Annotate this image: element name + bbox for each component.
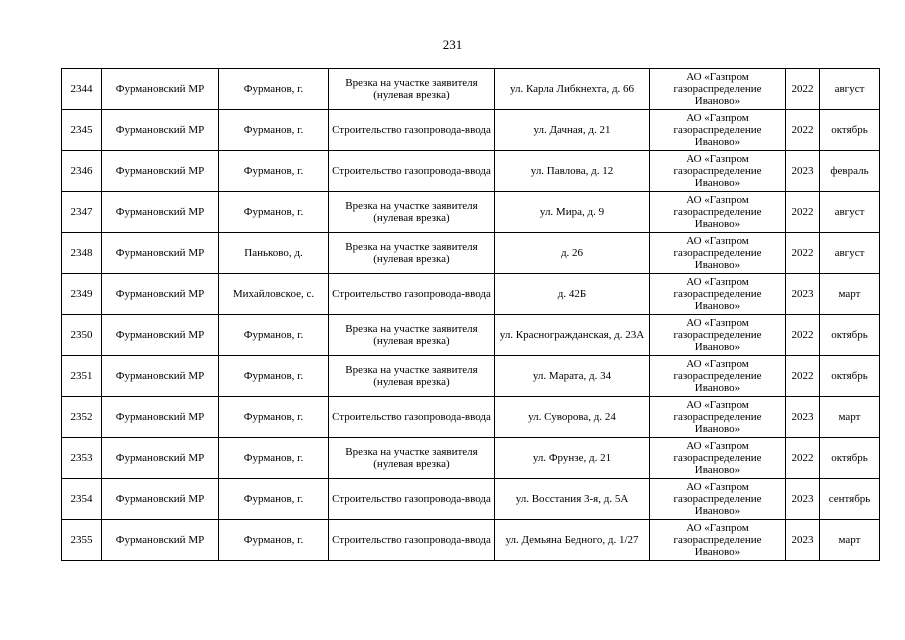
cell-locality: Фурманов, г. xyxy=(219,438,329,479)
cell-row-number: 2350 xyxy=(62,315,102,356)
table-row xyxy=(62,192,880,233)
cell-row-number: 2355 xyxy=(62,520,102,561)
cell-locality: Фурманов, г. xyxy=(219,479,329,520)
cell-address: ул. Фрунзе, д. 21 xyxy=(495,438,650,479)
cell-organization: АО «Газпром газораспределение Иваново» xyxy=(650,233,786,274)
cell-address: ул. Суворова, д. 24 xyxy=(495,397,650,438)
cell-year: 2022 xyxy=(786,233,820,274)
table-row xyxy=(62,151,880,192)
cell-district: Фурмановский МР xyxy=(102,192,219,233)
cell-locality: Фурманов, г. xyxy=(219,151,329,192)
cell-address: ул. Восстания 3-я, д. 5А xyxy=(495,479,650,520)
cell-row-number: 2349 xyxy=(62,274,102,315)
page-number: 231 xyxy=(442,37,463,52)
cell-address: ул. Павлова, д. 12 xyxy=(495,151,650,192)
cell-organization: АО «Газпром газораспределение Иваново» xyxy=(650,520,786,561)
cell-work-type: Строительство газопровода-ввода xyxy=(329,397,495,438)
cell-month: август xyxy=(820,233,880,274)
cell-organization: АО «Газпром газораспределение Иваново» xyxy=(650,315,786,356)
cell-work-type: Строительство газопровода-ввода xyxy=(329,479,495,520)
cell-district: Фурмановский МР xyxy=(102,520,219,561)
cell-district: Фурмановский МР xyxy=(102,274,219,315)
table-row xyxy=(62,69,880,110)
cell-organization: АО «Газпром газораспределение Иваново» xyxy=(650,69,786,110)
cell-district: Фурмановский МР xyxy=(102,438,219,479)
cell-locality: Михайловское, с. xyxy=(219,274,329,315)
cell-month: октябрь xyxy=(820,110,880,151)
table-row xyxy=(62,479,880,520)
cell-year: 2022 xyxy=(786,69,820,110)
cell-row-number: 2344 xyxy=(62,69,102,110)
cell-work-type: Врезка на участке заявителя (нулевая врезка) xyxy=(329,233,495,274)
cell-month: октябрь xyxy=(820,356,880,397)
cell-work-type: Врезка на участке заявителя (нулевая врезка) xyxy=(329,438,495,479)
cell-month: август xyxy=(820,69,880,110)
cell-row-number: 2353 xyxy=(62,438,102,479)
cell-address: ул. Красногражданская, д. 23А xyxy=(495,315,650,356)
cell-year: 2022 xyxy=(786,192,820,233)
cell-address: ул. Марата, д. 34 xyxy=(495,356,650,397)
cell-address: д. 26 xyxy=(495,233,650,274)
cell-organization: АО «Газпром газораспределение Иваново» xyxy=(650,274,786,315)
cell-year: 2023 xyxy=(786,397,820,438)
cell-organization: АО «Газпром газораспределение Иваново» xyxy=(650,356,786,397)
cell-year: 2023 xyxy=(786,520,820,561)
cell-row-number: 2351 xyxy=(62,356,102,397)
cell-district: Фурмановский МР xyxy=(102,315,219,356)
cell-year: 2022 xyxy=(786,110,820,151)
cell-row-number: 2354 xyxy=(62,479,102,520)
cell-locality: Фурманов, г. xyxy=(219,315,329,356)
cell-row-number: 2348 xyxy=(62,233,102,274)
cell-year: 2022 xyxy=(786,438,820,479)
table-body xyxy=(62,69,880,561)
cell-work-type: Врезка на участке заявителя (нулевая врезка) xyxy=(329,356,495,397)
cell-year: 2022 xyxy=(786,315,820,356)
cell-month: август xyxy=(820,192,880,233)
cell-address: ул. Мира, д. 9 xyxy=(495,192,650,233)
cell-month: март xyxy=(820,274,880,315)
cell-district: Фурмановский МР xyxy=(102,110,219,151)
gasification-table xyxy=(61,68,880,561)
cell-organization: АО «Газпром газораспределение Иваново» xyxy=(650,438,786,479)
cell-address: д. 42Б xyxy=(495,274,650,315)
cell-month: февраль xyxy=(820,151,880,192)
cell-work-type: Врезка на участке заявителя (нулевая врезка) xyxy=(329,192,495,233)
table-row xyxy=(62,233,880,274)
cell-row-number: 2352 xyxy=(62,397,102,438)
cell-row-number: 2347 xyxy=(62,192,102,233)
cell-organization: АО «Газпром газораспределение Иваново» xyxy=(650,151,786,192)
cell-year: 2023 xyxy=(786,274,820,315)
cell-month: октябрь xyxy=(820,315,880,356)
cell-organization: АО «Газпром газораспределение Иваново» xyxy=(650,192,786,233)
table-row xyxy=(62,520,880,561)
cell-month: сентябрь xyxy=(820,479,880,520)
cell-work-type: Врезка на участке заявителя (нулевая врезка) xyxy=(329,69,495,110)
cell-district: Фурмановский МР xyxy=(102,233,219,274)
cell-work-type: Строительство газопровода-ввода xyxy=(329,520,495,561)
cell-locality: Фурманов, г. xyxy=(219,397,329,438)
cell-work-type: Врезка на участке заявителя (нулевая врезка) xyxy=(329,315,495,356)
table-row xyxy=(62,110,880,151)
cell-locality: Фурманов, г. xyxy=(219,356,329,397)
cell-locality: Фурманов, г. xyxy=(219,69,329,110)
table-row xyxy=(62,397,880,438)
cell-work-type: Строительство газопровода-ввода xyxy=(329,274,495,315)
cell-district: Фурмановский МР xyxy=(102,397,219,438)
cell-work-type: Строительство газопровода-ввода xyxy=(329,151,495,192)
cell-row-number: 2346 xyxy=(62,151,102,192)
cell-row-number: 2345 xyxy=(62,110,102,151)
cell-work-type: Строительство газопровода-ввода xyxy=(329,110,495,151)
cell-district: Фурмановский МР xyxy=(102,479,219,520)
cell-month: октябрь xyxy=(820,438,880,479)
cell-district: Фурмановский МР xyxy=(102,356,219,397)
cell-locality: Фурманов, г. xyxy=(219,520,329,561)
cell-year: 2023 xyxy=(786,151,820,192)
cell-organization: АО «Газпром газораспределение Иваново» xyxy=(650,479,786,520)
cell-year: 2022 xyxy=(786,356,820,397)
cell-district: Фурмановский МР xyxy=(102,69,219,110)
cell-locality: Паньково, д. xyxy=(219,233,329,274)
table-row xyxy=(62,315,880,356)
cell-month: март xyxy=(820,520,880,561)
cell-locality: Фурманов, г. xyxy=(219,192,329,233)
cell-month: март xyxy=(820,397,880,438)
cell-year: 2023 xyxy=(786,479,820,520)
table-row xyxy=(62,438,880,479)
cell-organization: АО «Газпром газораспределение Иваново» xyxy=(650,110,786,151)
table-row xyxy=(62,274,880,315)
cell-locality: Фурманов, г. xyxy=(219,110,329,151)
cell-district: Фурмановский МР xyxy=(102,151,219,192)
table-row xyxy=(62,356,880,397)
cell-address: ул. Дачная, д. 21 xyxy=(495,110,650,151)
cell-organization: АО «Газпром газораспределение Иваново» xyxy=(650,397,786,438)
cell-address: ул. Карла Либкнехта, д. 66 xyxy=(495,69,650,110)
cell-address: ул. Демьяна Бедного, д. 1/27 xyxy=(495,520,650,561)
